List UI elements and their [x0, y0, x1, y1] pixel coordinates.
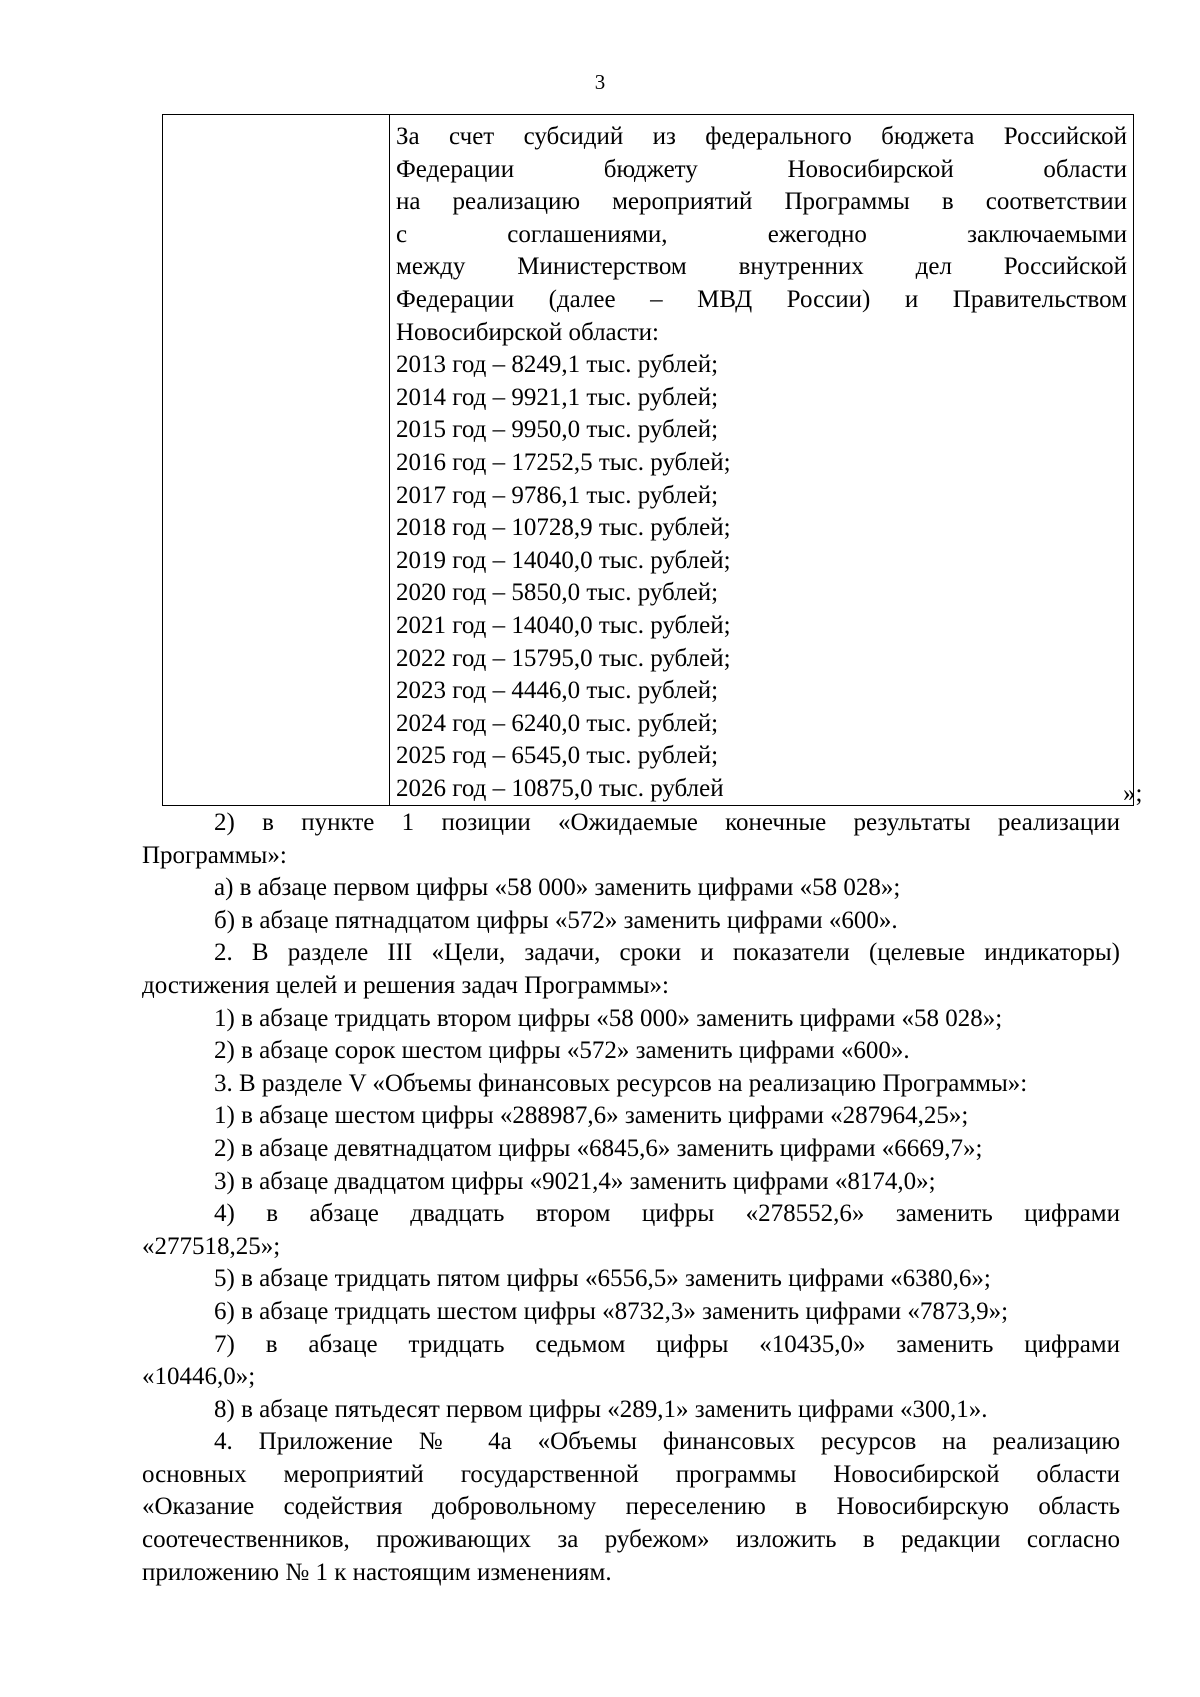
year-amount-line: 2019 год – 14040,0 тыс. рублей; — [396, 546, 731, 574]
table-text-line: За счет субсидий из федерального бюджета Российской — [396, 123, 1127, 150]
year-amount-line: 2024 год – 6240,0 тыс. рублей; — [396, 709, 719, 737]
funding-table — [162, 114, 1134, 806]
paragraph-line: 8) в абзаце пятьдесят первом цифры «289,1» заменить цифрами «300,1». — [214, 1395, 988, 1423]
year-amount-line: 2017 год – 9786,1 тыс. рублей; — [396, 481, 719, 509]
paragraph-line: 2) в абзаце сорок шестом цифры «572» заменить цифрами «600». — [214, 1037, 910, 1065]
paragraph-line: 4. Приложение № 4а «Объемы финансовых ресурсов на реализацию — [214, 1428, 1120, 1456]
year-amount-line: 2018 год – 10728,9 тыс. рублей; — [396, 514, 731, 542]
year-amount-line: 2016 год – 17252,5 тыс. рублей; — [396, 448, 731, 476]
paragraph-line: основных мероприятий государственной программы Новосибирской области — [142, 1460, 1120, 1488]
table-cell-funding-text — [390, 115, 1134, 806]
paragraph-line: 5) в абзаце тридцать пятом цифры «6556,5» заменить цифрами «6380,6»; — [214, 1265, 991, 1293]
year-amount-line: 2021 год – 14040,0 тыс. рублей; — [396, 611, 731, 639]
paragraph-line: 4) в абзаце двадцать втором цифры «278552,6» заменить цифрами — [214, 1200, 1120, 1228]
year-amount-line: 2015 год – 9950,0 тыс. рублей; — [396, 416, 719, 444]
year-amount-line: 2013 год – 8249,1 тыс. рублей; — [396, 351, 719, 379]
paragraph-line: 7) в абзаце тридцать седьмом цифры «10435,0» заменить цифрами — [214, 1330, 1120, 1358]
table-text-line: Федерации (далее – МВД России) и Правительством — [396, 285, 1127, 313]
paragraph-line: 2) в абзаце девятнадцатом цифры «6845,6» заменить цифрами «6669,7»; — [214, 1134, 983, 1162]
funding-table-wrapper — [162, 114, 1127, 806]
amendments-text — [142, 807, 1120, 1589]
table-closing-quote: »; — [1123, 780, 1143, 807]
paragraph-line: «277518,25»; — [142, 1232, 281, 1260]
table-text-line: с соглашениями, ежегодно заключаемыми — [396, 220, 1127, 248]
paragraph-line: а) в абзаце первом цифры «58 000» заменить цифрами «58 028»; — [214, 874, 901, 902]
year-amount-line: 2022 год – 15795,0 тыс. рублей; — [396, 644, 731, 672]
paragraph-line: достижения целей и решения задач Программы»: — [142, 971, 669, 999]
table-text-line: между Министерством внутренних дел Российской — [396, 253, 1127, 281]
paragraph-line: «10446,0»; — [142, 1363, 256, 1391]
paragraph-line: соотечественников, проживающих за рубежом» изложить в редакции согласно — [142, 1526, 1120, 1554]
paragraph-line: 1) в абзаце тридцать втором цифры «58 000» заменить цифрами «58 028»; — [214, 1004, 1003, 1032]
page-number: 3 — [594, 70, 606, 94]
paragraph-line: 3) в абзаце двадцатом цифры «9021,4» заменить цифрами «8174,0»; — [214, 1167, 936, 1195]
year-amount-line: 2023 год – 4446,0 тыс. рублей; — [396, 677, 719, 705]
paragraph-line: 6) в абзаце тридцать шестом цифры «8732,3» заменить цифрами «7873,9»; — [214, 1297, 1009, 1325]
paragraph-line: б) в абзаце пятнадцатом цифры «572» заменить цифрами «600». — [214, 906, 898, 934]
table-row — [163, 115, 1134, 806]
paragraph-line: приложению № 1 к настоящим изменениям. — [142, 1558, 612, 1586]
year-amount-line: 2014 год – 9921,1 тыс. рублей; — [396, 383, 719, 411]
paragraph-line: «Оказание содействия добровольному переселению в Новосибирскую область — [142, 1493, 1120, 1521]
table-cell-empty — [163, 115, 390, 806]
paragraph-line: 1) в абзаце шестом цифры «288987,6» заменить цифрами «287964,25»; — [214, 1102, 969, 1130]
table-text-line: Новосибирской области: — [396, 318, 660, 346]
year-amount-line: 2020 год – 5850,0 тыс. рублей; — [396, 579, 719, 607]
paragraph-line: 2) в пункте 1 позиции «Ожидаемые конечные результаты реализации — [214, 809, 1120, 836]
paragraph-line: Программы»: — [142, 841, 287, 869]
paragraph-line: 2. В разделе III «Цели, задачи, сроки и показатели (целевые индикаторы) — [214, 939, 1120, 967]
year-amount-line: 2026 год – 10875,0 тыс. рублей — [396, 774, 724, 802]
paragraph-line: 3. В разделе V «Объемы финансовых ресурсов на реализацию Программы»: — [214, 1069, 1028, 1097]
year-amount-line: 2025 год – 6545,0 тыс. рублей; — [396, 742, 719, 770]
table-text-line: на реализацию мероприятий Программы в соответствии — [396, 188, 1127, 216]
table-text-line: Федерации бюджету Новосибирской области — [396, 155, 1127, 183]
